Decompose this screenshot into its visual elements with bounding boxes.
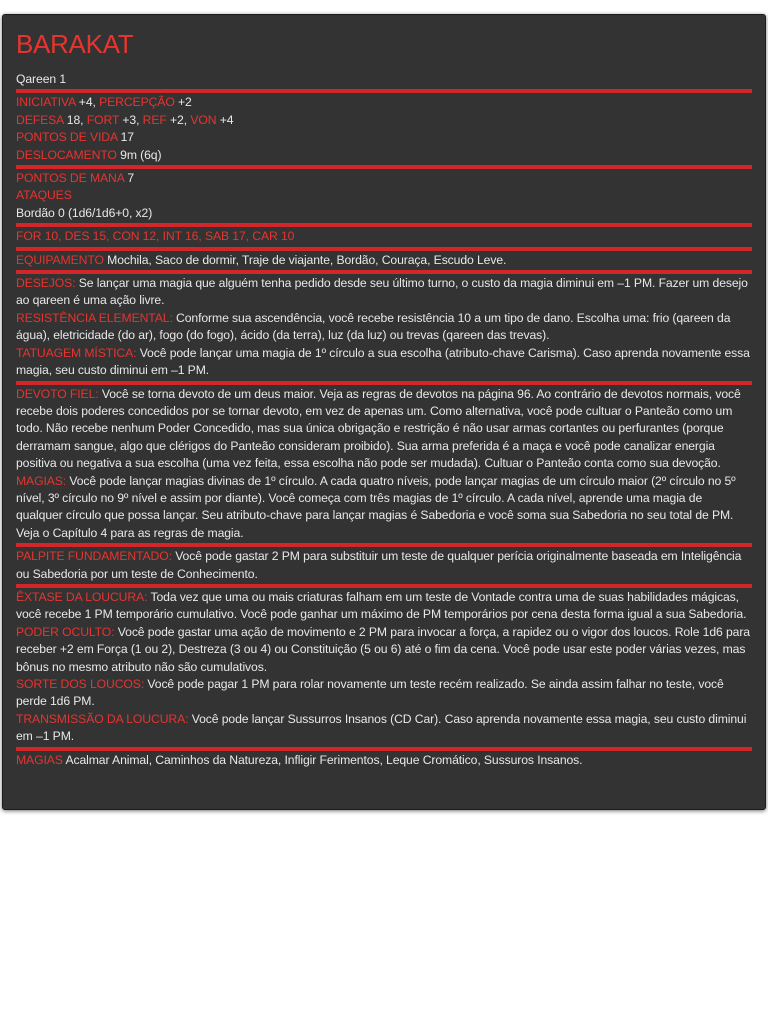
spells-value: Acalmar Animal, Caminhos da Natureza, Infligir Ferimentos, Leque Cromático, Sussuros Insanos.	[65, 752, 583, 767]
power-entry	[16, 345, 752, 380]
power-label: RESISTÊNCIA ELEMENTAL:	[16, 310, 173, 325]
fort-label: FORT	[86, 112, 120, 127]
divider	[16, 543, 752, 547]
race-powers	[16, 275, 752, 379]
power-label: ÊXTASE DA LOUCURA:	[16, 589, 148, 604]
perception-label: PERCEPÇÃO	[99, 95, 175, 110]
power-entry	[16, 275, 752, 310]
equipment-row	[16, 252, 752, 269]
origin-powers	[16, 548, 752, 583]
power-text: Você pode lançar uma magia de 1º círculo a sua escolha (atributo-chave Carisma). Caso aprenda novamente essa magia, seu custo diminui em –1 PM.	[16, 345, 750, 378]
power-entry	[16, 624, 752, 676]
defense-label: DEFESA	[16, 112, 64, 127]
power-text: Você pode lançar Sussurros Insanos (CD Car). Caso aprenda novamente essa magia, seu custo diminui em –1 PM.	[16, 711, 747, 744]
initiative-perception-row	[16, 94, 752, 111]
power-entry	[16, 548, 752, 583]
movement-row	[16, 147, 752, 164]
initiative-label: INICIATIVA	[16, 95, 76, 110]
divider	[16, 270, 752, 274]
mana-value: 7	[127, 171, 135, 186]
class-powers	[16, 386, 752, 543]
defense-value: 18,	[66, 112, 87, 127]
madness-powers	[16, 589, 752, 746]
hit-points-value: 17	[120, 130, 134, 145]
attacks-label: ATAQUES	[16, 188, 72, 203]
mana-label: PONTOS DE MANA	[16, 171, 125, 186]
power-entry	[16, 589, 752, 624]
hit-points-row	[16, 129, 752, 146]
character-name: BARAKAT	[16, 29, 134, 59]
power-label: SORTE DOS LOUCOS:	[16, 677, 145, 691]
power-text: Se lançar uma magia que alguém tenha pedido desde seu último turno, o custo da magia diminui em –1 PM. Fazer um desejo ao qareen é uma ação livre.	[16, 276, 748, 308]
divider	[16, 584, 752, 588]
defense-row	[16, 112, 752, 129]
spells-label: MAGIAS	[16, 752, 63, 767]
power-text: Você se torna devoto de um deus maior. Veja as regras de devotos na página 96. Ao contrário de devotos normais, você recebe dois poderes concedidos por se tornar devoto, em vez de apenas um. Como alternativa, você pode cultuar o Panteão como um todo. Não recebe nenhum Poder Concedido, mas sua única obrigação e restrição é não usar armas cortantes ou perfurantes (porque derramam sangue, algo que clérigos do Panteão consideram proibido). Sua arma preferida é a maça e você pode canalizar energia positiva ou negativa a sua escolha (uma vez feita, essa escolha não pode ser mudada). Cultuar o Panteão conta como sua devoção.	[16, 386, 741, 471]
power-label: TRANSMISSÃO DA LOUCURA:	[16, 711, 189, 726]
divider	[16, 747, 752, 751]
power-label: DEVOTO FIEL:	[16, 386, 99, 401]
hit-points-label: PONTOS DE VIDA	[16, 130, 118, 145]
power-label: PODER OCULTO:	[16, 624, 115, 639]
power-text: Toda vez que uma ou mais criaturas falham em um teste de Vontade contra uma de suas habilidades mágicas, você recebe 1 PM temporário cumulativo. Você pode ganhar um máximo de PM temporários por cena desta forma igual a sua Sabedoria.	[16, 589, 747, 622]
equipment-label: EQUIPAMENTO	[16, 252, 104, 267]
attack-entry: Bordão 0 (1d6/1d6+0, x2)	[16, 205, 153, 220]
power-text: Você pode gastar 2 PM para substituir um teste de qualquer perícia originalmente baseada em Inteligência ou Sabedoria por um teste de Conhecimento.	[16, 549, 742, 581]
power-text: Você pode lançar magias divinas de 1º círculo. A cada quatro níveis, pode lançar magias de um círculo maior (2º círculo no 5º nível, 3º círculo no 9º nível e assim por diante). Você começa com três magias de 1º círculo. A cada nível, aprende uma magia de qualquer círculo que possa lançar. Seu atributo-chave para lançar magias é Sabedoria e você soma sua Sabedoria no seu total de PM. Veja o Capítulo 4 para as regras de magia.	[16, 473, 736, 540]
power-label: DESEJOS:	[16, 276, 76, 291]
power-entry	[16, 676, 752, 711]
initiative-value: +4,	[78, 95, 100, 110]
divider	[16, 89, 752, 93]
power-entry	[16, 310, 752, 345]
spells-row	[16, 752, 752, 769]
power-label: TATUAGEM MÍSTICA:	[16, 345, 137, 360]
von-label: VON	[190, 112, 217, 127]
ref-label: REF	[142, 112, 167, 127]
divider	[16, 381, 752, 385]
race-level: Qareen 1	[16, 72, 67, 86]
power-text: Você pode pagar 1 PM para rolar novamente um teste recém realizado. Se ainda assim falhar no teste, você perde 1d6 PM.	[16, 677, 724, 709]
attributes-row: FOR 10, DES 15, CON 12, INT 16, SAB 17, CAR 10	[16, 229, 295, 244]
movement-label: DESLOCAMENTO	[16, 147, 117, 162]
equipment-value: Mochila, Saco de dormir, Traje de viajante, Bordão, Couraça, Escudo Leve.	[107, 252, 507, 267]
power-entry	[16, 711, 752, 746]
power-label: MAGIAS:	[16, 473, 67, 488]
power-label: PALPITE FUNDAMENTADO:	[16, 549, 172, 564]
stat-block-card	[2, 14, 766, 810]
fort-value: +3,	[122, 112, 143, 127]
power-entry	[16, 473, 752, 543]
von-value: +4	[219, 112, 234, 127]
power-entry	[16, 386, 752, 473]
power-text: Conforme sua ascendência, você recebe resistência 10 a um tipo de dano. Escolha uma: frio (qareen da água), eletricidade (do ar), fogo (do fogo), ácido (da terra), luz (da luz) ou trevas (qareen das trevas).	[16, 310, 731, 343]
ref-value: +2,	[170, 112, 191, 127]
divider	[16, 223, 752, 227]
power-text: Você pode gastar uma ação de movimento e 2 PM para invocar a força, a rapidez ou o vigor dos loucos. Role 1d6 para receber +2 em Força (1 ou 2), Destreza (3 ou 4) ou Constituição (5 ou 6) até o fim da cena. Você pode usar este poder várias vezes, mas bônus no mesmo atributo não são cumulativos.	[16, 624, 750, 674]
divider	[16, 165, 752, 169]
movement-value: 9m (6q)	[120, 147, 162, 162]
divider	[16, 247, 752, 251]
attacks-heading	[16, 187, 752, 204]
mana-row	[16, 170, 752, 187]
perception-value: +2	[178, 95, 192, 110]
